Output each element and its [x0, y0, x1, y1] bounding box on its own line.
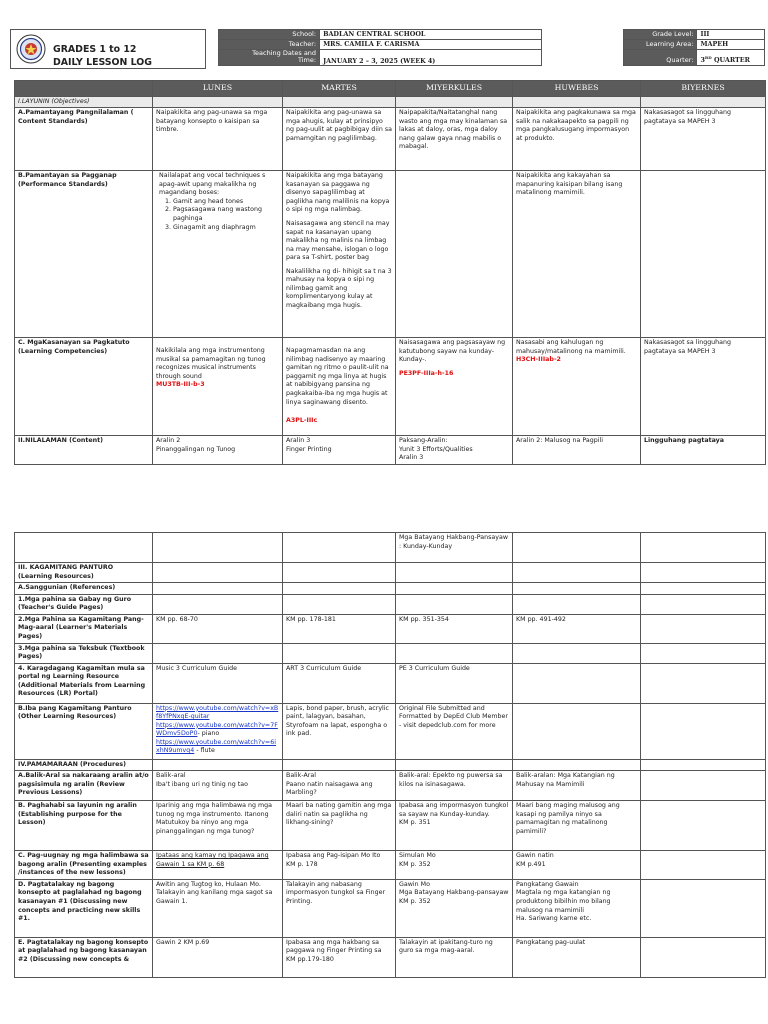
new-concepts-2-martes: Ipabasa ang mga hakbang sa paggawa ng Finger Printing sa KM pp.179-180 — [283, 937, 396, 977]
teachers-guide-row — [15, 594, 766, 614]
title-line-2: DAILY LESSON LOG — [53, 56, 152, 68]
new-concepts-2-row — [15, 937, 766, 977]
document-header — [10, 29, 765, 75]
teacher-value: MRS. CAMILA F. CARISMA — [320, 39, 542, 49]
content-standards-label: A.Pamantayang Pangnilalaman ( Content Standards) — [15, 108, 153, 171]
day-biyernes: BIYERNES — [641, 81, 766, 97]
content-standards-miyerkules: Naipapakita/Naitatanghal nang wasto ang mga may kinalaman sa lakas at daloy, oras, mga daloy nang galaw gaya nnag mabilis o mabagal. — [396, 108, 513, 171]
purpose-label: B. Paghahabi sa layunin ng aralin (Establishing purpose for the Lesson) — [15, 801, 153, 851]
new-concepts-2-lunes: Gawin 2 KM p.69 — [153, 937, 283, 977]
learners-materials-lunes: KM pp. 68-70 — [153, 614, 283, 643]
school-value: BADLAN CENTRAL SCHOOL — [320, 30, 542, 40]
content-standards-lunes: Naipakikita ang pag-unawa sa mga batayang konsepto o kaisipan sa timbre. — [153, 108, 283, 171]
performance-standards-lunes: Nailalapat ang vocal techniques s apag-awit upang makalikha ng magandang boses: 1. Gamit ang head tones 2. Pagsasagawa nang wastong paghinga 3. Ginagamit ang diaphragm — [153, 171, 283, 338]
title-line-1: GRADES 1 to 12 — [53, 44, 137, 55]
youtube-guitar-link[interactable]: https://www.youtube.com/watch?v=xBf8YfPNxqE-guitar — [156, 704, 279, 721]
examples-lunes: Ipataas ang kamay ng Ipagawa ang Gawain 1 sa KM p. 68 — [153, 851, 283, 880]
new-concepts-2-huwebes: Pangkatang pag-uulat — [513, 937, 641, 977]
content-huwebes: Aralin 2: Malusog na Pagpili — [513, 436, 641, 465]
additional-materials-martes: ART 3 Curriculum Guide — [283, 663, 396, 703]
textbook-row — [15, 643, 766, 663]
teaching-dates-value: JANUARY 2 – 3, 2025 (WEEK 4) — [320, 49, 542, 66]
content-label: II.NILALAMAN (Content) — [15, 436, 153, 465]
purpose-lunes: Iparinig ang mga halimbawa ng mga tunog ng mga instrumento. Itanong Matutukoy ba ninyo ang mga pinanggalingan ng mga tunog? — [153, 801, 283, 851]
procedures-row — [15, 759, 766, 771]
review-huwebes: Balik-aralan: Mga Katangian ng Mahusay na Mamimili — [513, 771, 641, 801]
new-concepts-2-label: E. Pagtatalakay ng bagong konsepto at paglalahad ng bagong kasanayan #2 (Discussing new concepts & — [15, 937, 153, 977]
layunin-label: I.LAYUNIN (Objectives) — [15, 96, 153, 108]
quarter-value: 3RD QUARTER — [697, 49, 765, 66]
additional-materials-label: 4. Karagdagang Kagamitan mula sa portal ng Learning Resource (Additional Materials from Learning Resources (LR) Portal) — [15, 663, 153, 703]
content-biyernes: Lingguhang pagtataya — [641, 436, 766, 465]
review-row — [15, 771, 766, 801]
other-resources-row — [15, 703, 766, 759]
learning-competencies-martes: Napagmamasdan na ang nilimbag nadisenyo ay maaring gamitan ng ritmo o paulit-ulit na paggamit ng mga linya at hugis at nabibigyang pansina ng pagkakaiba-iba ng mga hugis at linya saginawang disento. A3PL-IIIc — [283, 338, 396, 436]
learning-competencies-biyernes: Nakasasagot sa lingguhang pagtataya sa MAPEH 3 — [641, 338, 766, 436]
learning-competencies-label: C. MgaKasanayan sa Pagkatuto (Learning Competencies) — [15, 338, 153, 436]
new-concepts-1-huwebes: Pangkatang Gawain Magtala ng mga katangian ng produktong bibilhin mo bilang malusog na mamimili Ha. Sariwang karne etc. — [513, 879, 641, 937]
learning-resources-label: III. KAGAMITANG PANTURO (Learning Resources) — [15, 563, 153, 583]
learning-resources-row — [15, 563, 766, 583]
review-miyerkules: Balik-aral: Epekto ng puwersa sa kilos na isinasagawa. — [396, 771, 513, 801]
day-header-row — [15, 81, 766, 97]
purpose-huwebes: Maari bang maging malusog ang kasapi ng pamilya ninyo sa pamamagitan ng matalinong pamimili? — [513, 801, 641, 851]
other-resources-lunes: https://www.youtube.com/watch?v=xBf8YfPNxqE-guitar https://www.youtube.com/watch?v=7FWDmv5DoP0- piano https://www.youtube.com/watch?v=6ixhN9umvq4 - flute — [153, 703, 283, 759]
learning-area-label: Learning Area: — [623, 39, 697, 49]
day-miyerkules: MIYERKULES — [396, 81, 513, 97]
additional-materials-lunes: Music 3 Curriculum Guide — [153, 663, 283, 703]
content-row — [15, 436, 766, 465]
additional-materials-miyerkules: PE 3 Curriculum Guide — [396, 663, 513, 703]
competency-code: H3CH-IIIab-2 — [516, 356, 561, 364]
references-label: A.Sanggunian (References) — [15, 583, 153, 595]
examples-martes: Ipabasa ang Pag-isipan Mo Ito KM p. 178 — [283, 851, 396, 880]
content-standards-row — [15, 108, 766, 171]
review-label: A.Balik-Aral sa nakaraang aralin at/o pagsisimula ng aralin (Review Previous Lessons) — [15, 771, 153, 801]
layunin-row — [15, 96, 766, 108]
teacher-label: Teacher: — [219, 39, 320, 49]
lesson-table-top — [14, 80, 766, 465]
competency-code: A3PL-IIIc — [286, 417, 318, 425]
day-lunes: LUNES — [153, 81, 283, 97]
new-concepts-1-row — [15, 879, 766, 937]
header-logo-box — [10, 29, 206, 69]
performance-standards-label: B.Pamantayan sa Pagganap (Performance Standards) — [15, 171, 153, 338]
header-title — [53, 44, 152, 69]
new-concepts-2-miyerkules: Talakayin at ipakitang-turo ng guro sa mga mag-aaral. — [396, 937, 513, 977]
new-concepts-1-label: D. Pagtatalakay ng bagong konsepto at paglalahad ng bagong kasanayan #1 (Discussing new concepts and practicing new skills #1. — [15, 879, 153, 937]
competency-code: PE3PF-IIIa-h-16 — [399, 369, 454, 377]
school-label: School: — [219, 30, 320, 40]
purpose-martes: Maari ba nating gamitin ang mga daliri natin sa paglikha ng likhang-sining? — [283, 801, 396, 851]
examples-label: C. Pag-uugnay ng mga halimbawa sa bagong aralin (Presenting examples /instances of the new lessons) — [15, 851, 153, 880]
other-resources-label: B.Iba pang Kagamitang Panturo (Other Learning Resources) — [15, 703, 153, 759]
purpose-row — [15, 801, 766, 851]
performance-standards-huwebes: Naipakikita ang kakayahan sa mapanuring kaisipan bilang isang matalinong mamimili. — [513, 171, 641, 338]
content-martes: Aralin 3 Finger Printing — [283, 436, 396, 465]
examples-huwebes: Gawin natin KM p.491 — [513, 851, 641, 880]
references-row — [15, 583, 766, 595]
other-resources-martes: Lapis, bond paper, brush, acrylic paint, lalagyan, basahan, Styrofoam na lapat, espongha o ink pad. — [283, 703, 396, 759]
additional-materials-row — [15, 663, 766, 703]
content-lunes: Aralin 2 Pinanggalingan ng Tunog — [153, 436, 283, 465]
review-lunes: Balik-aral Iba't ibang uri ng tinig ng tao — [153, 771, 283, 801]
quarter-label: Quarter: — [623, 49, 697, 66]
learning-area-value: MAPEH — [697, 39, 765, 49]
purpose-miyerkules: Ipabasa ang impormasyon tungkol sa sayaw na Kunday-kunday. KM p. 351 — [396, 801, 513, 851]
deped-seal-icon — [16, 34, 46, 64]
grade-level-value: III — [697, 30, 765, 40]
teaching-dates-label: Teaching Dates and Time: — [219, 49, 320, 66]
content-continued-miyerkules: Mga Batayang Hakbang-Pansayaw : Kunday-Kunday — [396, 533, 513, 563]
learners-materials-martes: KM pp. 178-181 — [283, 614, 396, 643]
vocal-techniques-list: 1. Gamit ang head tones 2. Pagsasagawa nang wastong paghinga 3. Ginagamit ang diaphragm — [159, 198, 279, 232]
learning-competencies-lunes: Nakikilala ang mga instrumentong musikal sa pamamagitan ng tunog recognizes musical instruments through sound MU3TB-III-b-3 — [153, 338, 283, 436]
content-standards-biyernes: Nakasasagot sa lingguhang pagtataya sa MAPEH 3 — [641, 108, 766, 171]
learning-competencies-row — [15, 338, 766, 436]
learning-competencies-miyerkules: Naisasagawa ang pagsasayaw ng katutubong sayaw na kunday-Kunday-. PE3PF-IIIa-h-16 — [396, 338, 513, 436]
learners-materials-miyerkules: KM pp. 351-354 — [396, 614, 513, 643]
content-continued-row — [15, 533, 766, 563]
learning-competencies-huwebes: Nasasabi ang kahulugan ng mahusay/matalinong na mamimili. H3CH-IIIab-2 — [513, 338, 641, 436]
other-resources-miyerkules: Original File Submitted and Formatted by DepEd Club Member - visit depedclub.com for more — [396, 703, 513, 759]
teachers-guide-label: 1.Mga pahina sa Gabay ng Guro (Teacher's Guide Pages) — [15, 594, 153, 614]
new-concepts-1-lunes: Awitin ang Tugtog ko, Hulaan Mo. Talakayin ang kanilang mga sagot sa Gawain 1. — [153, 879, 283, 937]
procedures-label: IV.PAMAMARAAN (Procedures) — [15, 759, 153, 771]
performance-standards-row — [15, 171, 766, 338]
header-info-table — [218, 29, 765, 66]
competency-code: MU3TB-III-b-3 — [156, 381, 205, 389]
review-martes: Balik-Aral Paano natin naisagawa ang Marbling? — [283, 771, 396, 801]
new-concepts-1-miyerkules: Gawin Mo Mga Batayang Hakbang-pansayaw KM p. 352 — [396, 879, 513, 937]
examples-miyerkules: Simulan Mo KM p. 352 — [396, 851, 513, 880]
learners-materials-row — [15, 614, 766, 643]
learners-materials-label: 2.Mga Pahina sa Kagamitang Pang-Mag-aaral (Learner's Materials Pages) — [15, 614, 153, 643]
content-miyerkules: Paksang-Aralin: Yunit 3 Efforts/Qualities Aralin 3 — [396, 436, 513, 465]
performance-standards-martes: Naipakikita ang mga batayang kasanayan sa paggawa ng disenyo sapaglilimbag at paglikha nang malilinis na kopya o sipi ng mga nalimbag. Naisasagawa ang stencil na may sapat na kasanayan upang makalikha ng malinis na limbag na may mensahe, islogan o logo para sa T-shirt, poster bag Nakalilikha ng di- hihigit sa t na 3 mahusay na kopya o sipi ng nilimbag gamit ang komplimentaryong kulay at magkaibang mga hugis. — [283, 171, 396, 338]
learners-materials-huwebes: KM pp. 491-492 — [513, 614, 641, 643]
youtube-piano-link[interactable]: https://www.youtube.com/watch?v=7FWDmv5DoP0 — [156, 721, 278, 738]
new-concepts-1-martes: Talakayin ang nabasang impormasyon tungkol sa Finger Printing. — [283, 879, 396, 937]
day-huwebes: HUWEBES — [513, 81, 641, 97]
textbook-label: 3.Mga pahina sa Teksbuk (Textbook Pages) — [15, 643, 153, 663]
grade-level-label: Grade Level: — [623, 30, 697, 40]
examples-row — [15, 851, 766, 880]
youtube-flute-link[interactable]: https://www.youtube.com/watch?v=6ixhN9umvq4 — [156, 738, 276, 755]
content-standards-martes: Naipakikita ang pag-unawa sa mga ahugis, kulay at prinsipyo ng pag-uulit at pagbibigay diin sa pamamgitan ng paglilimbag. — [283, 108, 396, 171]
lesson-table-bottom — [14, 532, 766, 978]
day-martes: MARTES — [283, 81, 396, 97]
content-standards-huwebes: Naipakikita ang pagkakunawa sa mga salik na nakakaapekto sa pagpili ng mga pangkalusugang impormasyon at produkto. — [513, 108, 641, 171]
